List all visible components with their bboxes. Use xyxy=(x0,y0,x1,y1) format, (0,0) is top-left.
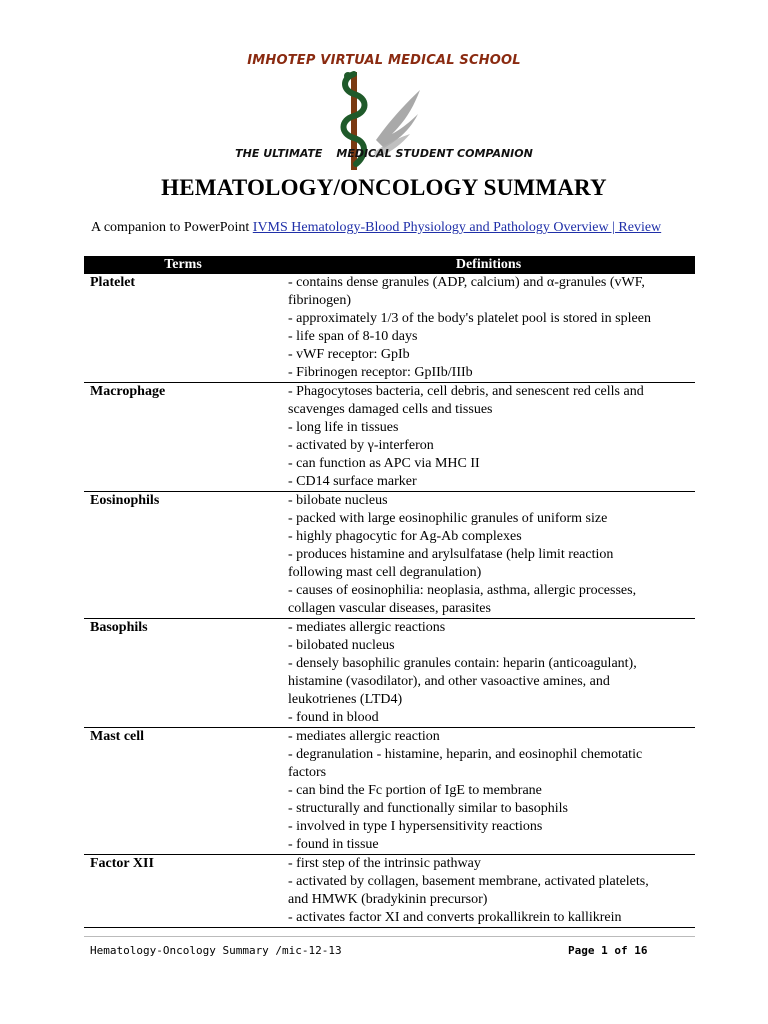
definition-line: - bilobated nucleus xyxy=(288,638,395,653)
term-cell: Factor XII xyxy=(84,855,282,928)
summary-table xyxy=(84,256,695,928)
definition-cell xyxy=(282,383,695,492)
definition-line: - activates factor XI and converts prokallikrein to kallikrein xyxy=(288,910,622,925)
table-row xyxy=(84,728,695,855)
definition-line: - causes of eosinophilia: neoplasia, asthma, allergic processes, xyxy=(288,583,637,598)
definition-cell xyxy=(282,619,695,728)
table-row xyxy=(84,274,695,383)
table-row xyxy=(84,855,695,928)
definitions-header: Definitions xyxy=(282,256,695,274)
table-row xyxy=(84,492,695,619)
definition-line: - structurally and functionally similar to basophils xyxy=(288,801,568,816)
table-row xyxy=(84,619,695,728)
term-cell: Platelet xyxy=(84,274,282,383)
footer-divider xyxy=(84,936,695,937)
table-row xyxy=(84,383,695,492)
school-tagline xyxy=(0,147,768,160)
definition-cell xyxy=(282,274,695,383)
definition-line: - Fibrinogen receptor: GpIIb/IIIb xyxy=(288,365,473,380)
term-cell: Mast cell xyxy=(84,728,282,855)
definition-line: following mast cell degranulation) xyxy=(288,565,482,580)
tagline-right: MEDICAL STUDENT COMPANION xyxy=(336,147,533,160)
definition-cell xyxy=(282,855,695,928)
tagline-left: THE ULTIMATE xyxy=(235,147,323,160)
definition-line: - contains dense granules (ADP, calcium) and α-granules (vWF, xyxy=(288,275,645,290)
definition-line: - Phagocytoses bacteria, cell debris, and senescent red cells and xyxy=(288,384,644,399)
school-name: IMHOTEP VIRTUAL MEDICAL SCHOOL xyxy=(247,53,521,68)
intro-text: A companion to PowerPoint xyxy=(91,220,253,235)
definition-line: - involved in type I hypersensitivity reactions xyxy=(288,819,543,834)
definition-line: - life span of 8-10 days xyxy=(288,329,418,344)
definition-line: - highly phagocytic for Ag-Ab complexes xyxy=(288,529,522,544)
definition-line: - produces histamine and arylsulfatase (help limit reaction xyxy=(288,547,614,562)
definition-line: leukotrienes (LTD4) xyxy=(288,692,403,707)
definition-line: - densely basophilic granules contain: heparin (anticoagulant), xyxy=(288,656,637,671)
intro-line xyxy=(91,220,661,236)
table-header-row xyxy=(84,256,695,274)
definition-line: factors xyxy=(288,765,327,780)
definition-line: - long life in tissues xyxy=(288,420,399,435)
definition-line: - found in tissue xyxy=(288,837,379,852)
definition-line: - mediates allergic reactions xyxy=(288,620,446,635)
definition-line: - degranulation - histamine, heparin, and eosinophil chemotatic xyxy=(288,747,643,762)
definition-line: - can bind the Fc portion of IgE to membrane xyxy=(288,783,542,798)
terms-header: Terms xyxy=(84,256,282,274)
definition-line: - activated by collagen, basement membrane, activated platelets, xyxy=(288,874,649,889)
definition-line: histamine (vasodilator), and other vasoactive amines, and xyxy=(288,674,610,689)
definition-line: - mediates allergic reaction xyxy=(288,729,440,744)
definition-line: - packed with large eosinophilic granules of uniform size xyxy=(288,511,608,526)
term-cell: Macrophage xyxy=(84,383,282,492)
definition-line: - first step of the intrinsic pathway xyxy=(288,856,481,871)
definition-line: and HMWK (bradykinin precursor) xyxy=(288,892,488,907)
footer-page-number: Page 1 of 16 xyxy=(568,944,648,957)
footer-document-name: Hematology-Oncology Summary /mic-12-13 xyxy=(90,944,342,957)
definition-line: collagen vascular diseases, parasites xyxy=(288,601,491,616)
definition-line: fibrinogen) xyxy=(288,293,351,308)
definition-line: - CD14 surface marker xyxy=(288,474,417,489)
definition-line: - vWF receptor: GpIb xyxy=(288,347,410,362)
term-cell: Basophils xyxy=(84,619,282,728)
definition-line: scavenges damaged cells and tissues xyxy=(288,402,493,417)
definition-line: - can function as APC via MHC II xyxy=(288,456,480,471)
term-cell: Eosinophils xyxy=(84,492,282,619)
definition-line: - bilobate nucleus xyxy=(288,493,388,508)
definition-line: - activated by γ-interferon xyxy=(288,438,434,453)
powerpoint-link[interactable]: IVMS Hematology-Blood Physiology and Pathology Overview | Review xyxy=(252,220,662,235)
definition-line: - found in blood xyxy=(288,710,379,725)
page-title: HEMATOLOGY/ONCOLOGY SUMMARY xyxy=(161,175,607,200)
definition-cell xyxy=(282,492,695,619)
definition-cell xyxy=(282,728,695,855)
definition-line: - approximately 1/3 of the body's platelet pool is stored in spleen xyxy=(288,311,651,326)
table-body xyxy=(84,274,695,928)
